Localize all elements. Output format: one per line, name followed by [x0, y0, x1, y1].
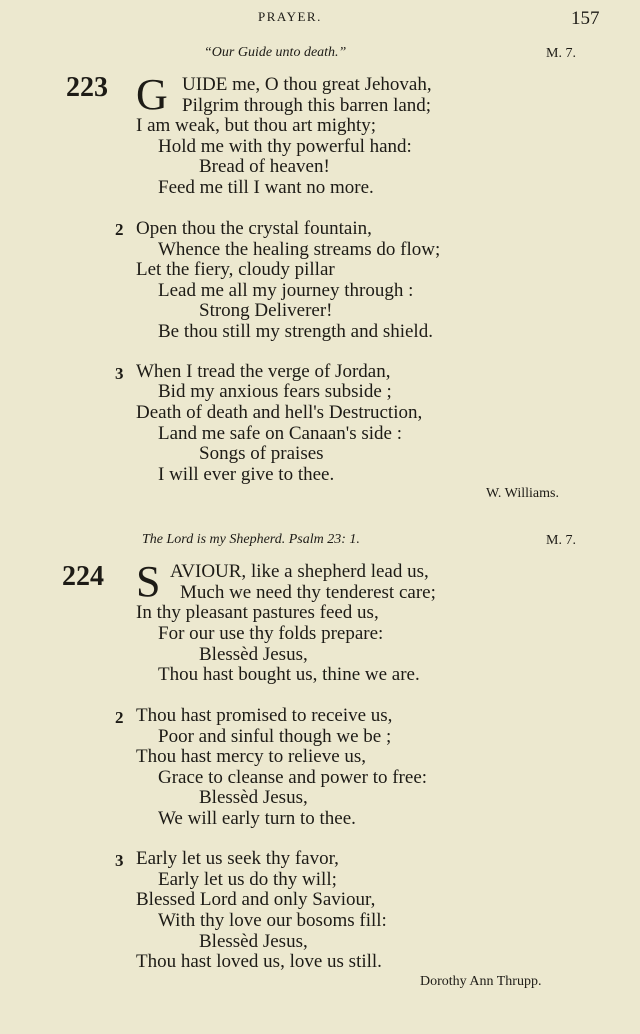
first-line-rest: me, O thou great Jehovah, [232, 74, 432, 95]
verse-line: Much we need thy tenderest care; [180, 582, 436, 603]
running-head: PRAYER. [258, 9, 322, 24]
verse-line: Blessèd Jesus, [199, 644, 308, 665]
first-line [182, 75, 432, 95]
verse-line: Thou hast promised to receive us, [136, 705, 393, 726]
verse-line: Blessèd Jesus, [199, 931, 308, 952]
verse-line: Bid my anxious fears subside ; [158, 381, 392, 402]
verse-line: Death of death and hell's Destruction, [136, 402, 423, 423]
verse-line: In thy pleasant pastures feed us, [136, 602, 379, 623]
verse-line: Whence the healing streams do flow; [158, 239, 441, 260]
verse-line: Thou hast bought us, thine we are. [158, 664, 420, 685]
verse-line: We will early turn to thee. [158, 808, 356, 829]
verse-line: Feed me till I want no more. [158, 177, 374, 198]
verse-number: 3 [115, 851, 124, 870]
verse-number: 2 [115, 220, 124, 239]
verse-line: Poor and sinful though we be ; [158, 726, 392, 747]
hymn-author: Dorothy Ann Thrupp. [420, 974, 542, 989]
page-number: 157 [571, 8, 600, 29]
verse-line: Thou hast loved us, love us still. [136, 951, 382, 972]
verse-line: When I tread the verge of Jordan, [136, 361, 391, 382]
hymn-caption: “Our Guide unto death.” [204, 45, 347, 60]
hymn-number: 224 [62, 561, 104, 592]
drop-cap: S [136, 557, 161, 606]
hymn-author: W. Williams. [486, 486, 559, 501]
first-line-rest: like a shepherd lead us, [250, 561, 429, 582]
verse-line: For our use thy folds prepare: [158, 623, 384, 644]
verse-line: Open thou the crystal fountain, [136, 218, 372, 239]
first-word-rest: UIDE [182, 74, 228, 95]
hymn-meter: M. 7. [546, 533, 576, 548]
verse-line: Blessed Lord and only Saviour, [136, 889, 376, 910]
verse-line: Hold me with thy powerful hand: [158, 136, 412, 157]
verse-line: Grace to cleanse and power to free: [158, 767, 428, 788]
verse-line: Blessèd Jesus, [199, 787, 308, 808]
verse-line: Bread of heaven! [199, 156, 330, 177]
verse-line: Thou hast mercy to relieve us, [136, 746, 367, 767]
verse-line: Pilgrim through this barren land; [182, 95, 432, 116]
verse-line: Land me safe on Canaan's side : [158, 423, 403, 444]
verse-line: Early let us seek thy favor, [136, 848, 339, 869]
first-line [170, 562, 429, 582]
verse-line: Lead me all my journey through : [158, 280, 414, 301]
hymn-meter: M. 7. [546, 46, 576, 61]
verse-line: Let the fiery, cloudy pillar [136, 259, 335, 280]
verse-line: Be thou still my strength and shield. [158, 321, 433, 342]
verse-line: Strong Deliverer! [199, 300, 333, 321]
verse-line: Early let us do thy will; [158, 869, 337, 890]
verse-number: 2 [115, 708, 124, 727]
hymn-caption: The Lord is my Shepherd. Psalm 23: 1. [142, 532, 360, 547]
verse-line: With thy love our bosoms fill: [158, 910, 387, 931]
verse-line: I will ever give to thee. [158, 464, 335, 485]
drop-cap: G [136, 70, 168, 119]
first-word-rest: AVIOUR, [170, 561, 247, 582]
hymn-number: 223 [66, 72, 108, 103]
verse-line: Songs of praises [199, 443, 324, 464]
verse-number: 3 [115, 364, 124, 383]
verse-line: I am weak, but thou art mighty; [136, 115, 377, 136]
